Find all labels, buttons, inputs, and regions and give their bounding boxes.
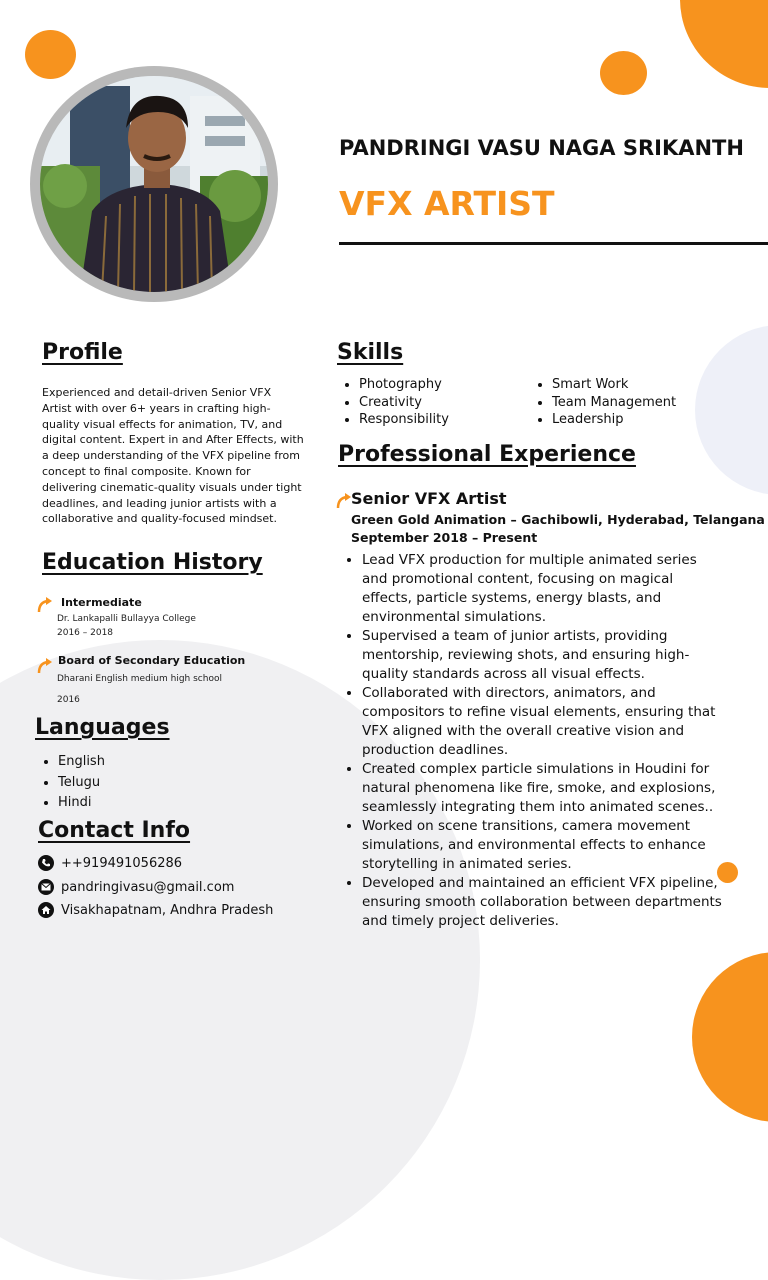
decorative-dot [600,51,647,95]
languages-list [40,752,105,814]
contact-location: Visakhapatnam, Andhra Pradesh [61,902,274,918]
education-item-school: Dr. Lankapalli Bullayya College [57,614,196,624]
curved-arrow-icon [36,596,54,614]
home-icon [38,902,54,918]
experience-bullet: • Developed and maintained an efficient VFX pipeline, ensuring smooth collaboration between departments and timely project deliveries. [362,874,722,931]
job-title: Senior VFX Artist [351,489,507,508]
language-item: • English [58,752,105,773]
skill-item: • Creativity [359,394,449,412]
experience-bullet: • Worked on scene transitions, camera movement simulations, and environmental effects to enhance storytelling in animated series. [362,817,722,874]
languages-heading: Languages [35,715,170,740]
education-item-years: 2016 [57,695,80,705]
contact-email-row [38,879,234,895]
email-icon [38,879,54,895]
job-role-title: VFX ARTIST [339,184,555,223]
contact-location-row [38,902,273,918]
experience-bullets [344,551,722,931]
job-company: Green Gold Animation – Gachibowli, Hyderabad, Telangana [351,512,765,527]
skill-item: • Smart Work [552,376,676,394]
header-divider [339,242,768,245]
experience-bullet: • Collaborated with directors, animators, and compositors to refine visual elements, ensuring that VFX aligned with the overall creative vision and production deadlines. [362,684,722,760]
experience-bullet: • Lead VFX production for multiple animated series and promotional content, focusing on magical effects, particle systems, energy blasts, and environmental simulations. [362,551,722,627]
experience-bullet: • Created complex particle simulations in Houdini for natural phenomena like fire, smoke, and explosions, seamlessly integrating them into animated scenes.. [362,760,722,817]
skills-heading: Skills [337,340,404,365]
profile-photo [40,76,268,292]
profile-heading: Profile [42,340,123,365]
job-dates: September 2018 – Present [351,530,538,545]
education-item-title: Board of Secondary Education [58,654,246,667]
phone-icon [38,855,54,871]
contact-heading: Contact Info [38,818,191,843]
curved-arrow-icon [36,657,54,675]
skills-list-right [534,376,676,429]
skill-item: • Team Management [552,394,676,412]
language-item: • Telugu [58,773,105,794]
skills-list-left [341,376,449,429]
education-item-school: Dharani English medium high school [57,674,222,684]
language-item: • Hindi [58,793,105,814]
experience-heading: Professional Experience [338,442,636,467]
decorative-dot [25,30,76,79]
education-item-title: Intermediate [61,596,142,609]
skill-item: • Photography [359,376,449,394]
skill-item: • Responsibility [359,411,449,429]
contact-phone-row [38,855,182,871]
contact-email[interactable]: pandringivasu@gmail.com [61,879,235,895]
experience-bullet: • Supervised a team of junior artists, providing mentorship, reviewing shots, and ensuring high-quality standards across all visual effects. [362,627,722,684]
decorative-circle-lavender [695,325,768,495]
decorative-corner-circle [680,0,768,88]
decorative-corner-circle [692,952,768,1122]
contact-phone[interactable]: ++919491056286 [61,855,183,871]
education-heading: Education History [42,550,263,575]
education-item-years: 2016 – 2018 [57,628,114,638]
candidate-name: PANDRINGI VASU NAGA SRIKANTH [339,136,744,160]
skill-item: • Leadership [552,411,676,429]
profile-summary: Experienced and detail-driven Senior VFX Artist with over 6+ years in crafting high-quality visual effects for animation, TV, and digital content. Expert in and After Effects, with a deep understanding of the VFX pipeline from concept to final composite. Known for delivering cinematic-quality visuals under tight deadlines, and leading junior artists with a collaborative and quality-focused mindset. [42,386,304,526]
